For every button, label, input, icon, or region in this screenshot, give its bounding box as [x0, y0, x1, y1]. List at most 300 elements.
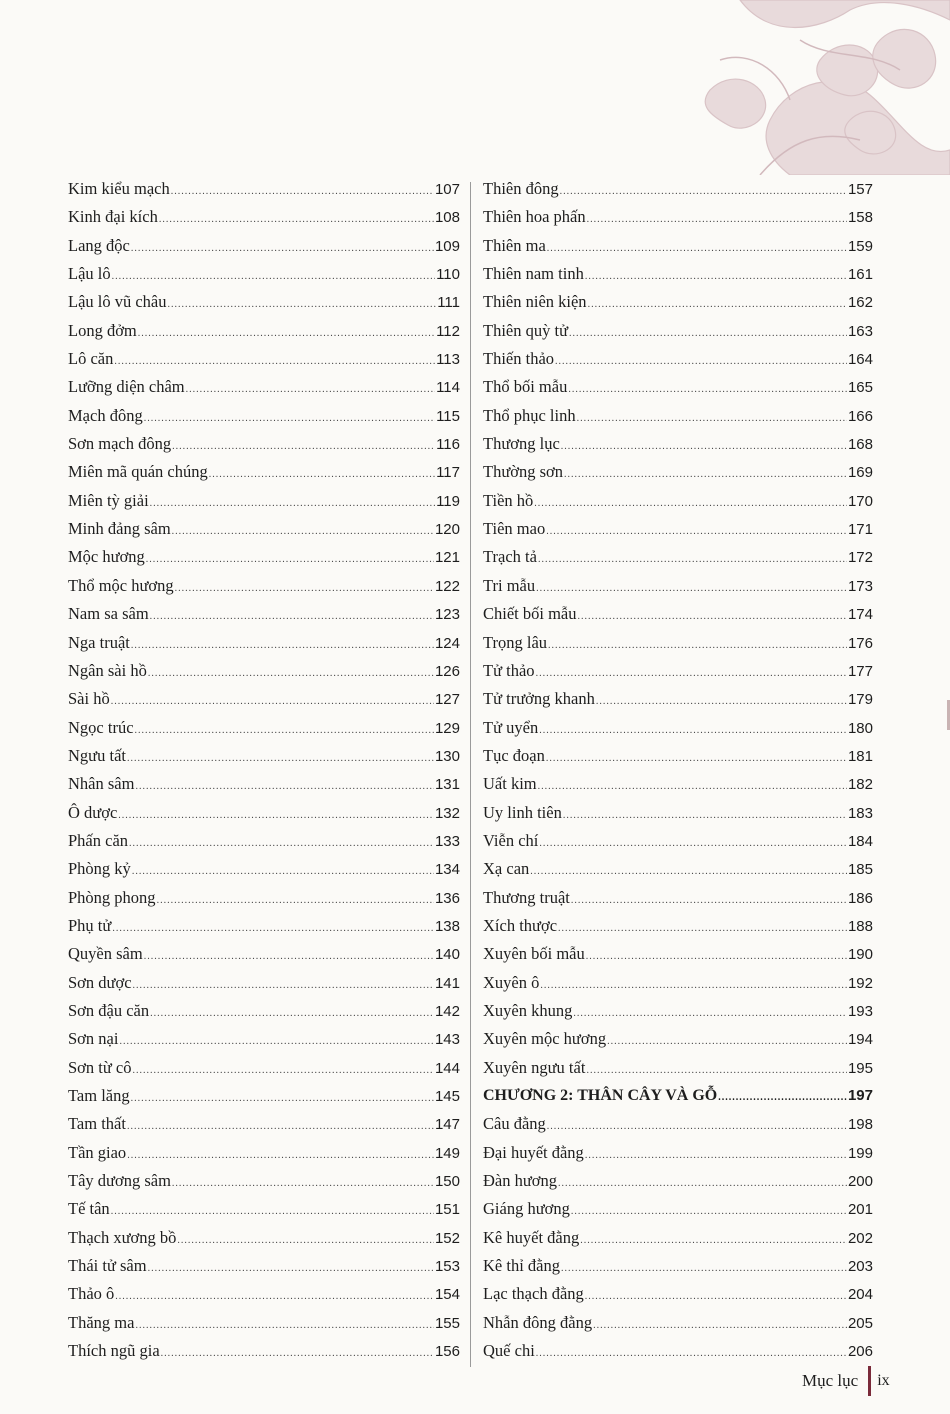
- toc-entry: [68, 1054, 460, 1082]
- dot-leader: [585, 1142, 847, 1170]
- toc-entry-page: 188: [847, 917, 873, 935]
- toc-entry-title: Tần giao: [68, 1142, 127, 1162]
- toc-entry: [68, 1280, 460, 1308]
- dot-leader: [161, 1340, 434, 1368]
- toc-entry: [68, 487, 460, 515]
- toc-entry-page: 131: [434, 776, 460, 794]
- toc-entry-page: 126: [434, 662, 460, 680]
- dot-leader: [538, 773, 847, 801]
- toc-entry: [483, 770, 873, 798]
- dot-leader: [585, 263, 847, 291]
- toc-entry-title: CHƯƠNG 2: THÂN CÂY VÀ GỖ: [483, 1087, 718, 1104]
- dot-leader: [540, 972, 847, 1000]
- toc-entry-page: 141: [434, 974, 460, 992]
- toc-entry-page: 140: [434, 946, 460, 964]
- toc-entry: [68, 1139, 460, 1167]
- toc-entry-title: Tử thảo: [483, 660, 535, 680]
- toc-entry-page: 185: [847, 861, 873, 879]
- toc-entry: [68, 175, 460, 203]
- toc-entry: [483, 175, 873, 203]
- toc-entry: [483, 345, 873, 373]
- dot-leader: [135, 773, 434, 801]
- toc-entry-page: 150: [434, 1173, 460, 1191]
- toc-entry-title: Thiên đông: [483, 179, 559, 198]
- toc-entry: [68, 515, 460, 543]
- dot-leader: [132, 858, 434, 886]
- toc-entry: [483, 1309, 873, 1337]
- toc-entry-title: Mạch đông: [68, 405, 143, 425]
- toc-entry-title: Sơn đậu căn: [68, 1000, 150, 1020]
- toc-entry-title: Sài hồ: [68, 689, 110, 709]
- toc-entry-page: 203: [847, 1258, 873, 1276]
- toc-entry-title: Miên tỳ giải: [68, 490, 149, 510]
- toc-entry-title: Tử uyển: [483, 717, 539, 737]
- toc-entry-title: Lang độc: [68, 235, 130, 255]
- toc-entry: [483, 1025, 873, 1053]
- toc-entry: [68, 770, 460, 798]
- toc-entry-title: Thảo ô: [68, 1284, 115, 1304]
- toc-entry-page: 182: [847, 776, 873, 794]
- dot-leader: [568, 376, 847, 404]
- toc-entry: [68, 458, 460, 486]
- toc-entry-page: 173: [847, 577, 873, 595]
- toc-entry-title: Thăng ma: [68, 1312, 135, 1332]
- dot-leader: [588, 291, 847, 319]
- dot-leader: [536, 575, 847, 603]
- toc-entry-page: 193: [847, 1002, 873, 1020]
- toc-entry-page: 180: [847, 719, 873, 737]
- toc-entry-title: Minh đảng sâm: [68, 519, 171, 539]
- toc-entry: [68, 288, 460, 316]
- toc-entry-title: Xuyên ngưu tất: [483, 1057, 586, 1077]
- dot-leader: [177, 1227, 434, 1255]
- dot-leader: [536, 1340, 847, 1368]
- toc-entry-title: Quyền sâm: [68, 944, 143, 964]
- toc-entry-page: 107: [434, 181, 460, 198]
- toc-entry-page: 169: [847, 464, 873, 482]
- toc-entry-title: Tri mẫu: [483, 575, 536, 595]
- toc-entry-page: 108: [434, 209, 460, 227]
- dot-leader: [539, 830, 847, 858]
- toc-entry-page: 132: [434, 804, 460, 822]
- toc-entry-title: Nhẫn đông đằng: [483, 1312, 593, 1332]
- dot-leader: [157, 887, 434, 915]
- toc-entry-page: 206: [847, 1343, 873, 1361]
- toc-entry-page: 186: [847, 889, 873, 907]
- dot-leader: [561, 1255, 847, 1283]
- dot-leader: [548, 632, 847, 660]
- toc-entry-title: Đàn hương: [483, 1171, 558, 1191]
- toc-entry-page: 164: [847, 351, 873, 369]
- toc-entry-title: Tây dương sâm: [68, 1171, 171, 1191]
- toc-entry: [68, 430, 460, 458]
- toc-entry-page: 136: [434, 889, 460, 907]
- toc-entry: [68, 685, 460, 713]
- toc-entry: [483, 884, 873, 912]
- dot-leader: [171, 178, 434, 206]
- toc-entry-title: Phòng kỷ: [68, 859, 131, 879]
- toc-right-column: [483, 175, 873, 1365]
- toc-entry-title: Phấn căn: [68, 830, 129, 850]
- page-footer: [802, 1366, 890, 1396]
- toc-entry: [483, 685, 873, 713]
- toc-entry-title: Lậu lô: [68, 264, 111, 284]
- toc-entry-page: 115: [436, 407, 460, 425]
- toc-entry-title: Kinh đại kích: [68, 207, 158, 227]
- toc-entry-title: Chiết bối mẫu: [483, 604, 577, 624]
- toc-entry-title: Tiền hồ: [483, 490, 534, 510]
- toc-entry: [483, 572, 873, 600]
- toc-entry: [483, 855, 873, 883]
- toc-entry: [483, 912, 873, 940]
- toc-entry-title: Tục đoạn: [483, 745, 545, 765]
- toc-entry-title: Xuyên khung: [483, 1000, 573, 1020]
- dot-leader: [118, 802, 434, 830]
- toc-entry-title: Lậu lô vũ châu: [68, 292, 167, 312]
- toc-entry: [68, 1195, 460, 1223]
- toc-entry: [68, 600, 460, 628]
- toc-entry-page: 158: [847, 209, 873, 227]
- toc-entry: [68, 912, 460, 940]
- toc-entry: [483, 402, 873, 430]
- dot-leader: [112, 263, 435, 291]
- dot-leader: [561, 433, 847, 461]
- dot-leader: [112, 915, 434, 943]
- dot-leader: [546, 745, 847, 773]
- toc-entry-page: 138: [434, 917, 460, 935]
- dot-leader: [586, 943, 847, 971]
- toc-entry-title: Lô căn: [68, 349, 114, 369]
- toc-entry-page: 112: [436, 322, 460, 340]
- toc-entry-title: Ô dược: [68, 802, 118, 822]
- toc-entry: [68, 742, 460, 770]
- toc-entry-title: Trạch tả: [483, 547, 537, 567]
- toc-entry: [68, 1082, 460, 1110]
- toc-entry-title: Tiên mao: [483, 519, 546, 539]
- toc-entry-page: 153: [434, 1258, 460, 1276]
- toc-entry-page: 163: [847, 322, 873, 340]
- footer-accent-bar: [868, 1366, 871, 1396]
- toc-entry-page: 152: [434, 1229, 460, 1247]
- toc-entry-page: 171: [847, 521, 873, 539]
- toc-entry-title: Thiên hoa phấn: [483, 207, 586, 227]
- toc-entry-page: 154: [434, 1286, 460, 1304]
- toc-entry: [68, 940, 460, 968]
- toc-entry-page: 155: [434, 1314, 460, 1332]
- toc-entry-page: 165: [847, 379, 873, 397]
- toc-entry-title: Long đởm: [68, 320, 137, 340]
- toc-entry-page: 122: [434, 577, 460, 595]
- toc-entry-title: Xạ can: [483, 859, 530, 879]
- toc-entry: [483, 1139, 873, 1167]
- dot-leader: [127, 1142, 434, 1170]
- dot-leader: [146, 546, 434, 574]
- toc-entry-title: Thổ mộc hương: [68, 575, 174, 595]
- dot-leader: [577, 405, 847, 433]
- dot-leader: [131, 632, 434, 660]
- dot-leader: [571, 1198, 847, 1226]
- toc-entry: [68, 373, 460, 401]
- toc-entry: [68, 997, 460, 1025]
- toc-entry-page: 198: [847, 1116, 873, 1134]
- toc-entry-title: Miên mã quán chúng: [68, 462, 208, 482]
- toc-entry-title: Ngưu tất: [68, 745, 126, 765]
- toc-entry-title: Thiên quỳ tử: [483, 320, 569, 340]
- dot-leader: [148, 660, 434, 688]
- floral-ornament: [620, 0, 950, 175]
- dot-leader: [607, 1028, 847, 1056]
- toc-entry-page: 177: [847, 662, 873, 680]
- column-divider: [470, 182, 471, 1367]
- toc-entry-title: Viễn chí: [483, 830, 539, 850]
- dot-leader: [133, 1057, 434, 1085]
- toc-entry-page: 127: [434, 691, 460, 709]
- toc-entry: [483, 799, 873, 827]
- dot-leader: [569, 320, 847, 348]
- page-number: ix: [877, 1372, 890, 1389]
- toc-entry-title: Lạc thạch đằng: [483, 1284, 584, 1304]
- toc-entry-page: 124: [434, 634, 460, 652]
- toc-entry-page: 119: [436, 492, 460, 510]
- toc-entry-page: 190: [847, 946, 873, 964]
- toc-entry-title: Tế tân: [68, 1199, 110, 1219]
- dot-leader: [539, 717, 847, 745]
- dot-leader: [580, 1227, 847, 1255]
- toc-entry-title: Thương truật: [483, 887, 570, 907]
- toc-entry: [483, 629, 873, 657]
- toc-entry-page: 114: [436, 379, 460, 397]
- toc-entry-page: 151: [434, 1201, 460, 1219]
- dot-leader: [115, 1283, 434, 1311]
- dot-leader: [209, 461, 435, 489]
- toc-entry-title: Thái tử sâm: [68, 1256, 147, 1276]
- section-label: Mục lục: [802, 1371, 859, 1390]
- toc-entry: [483, 940, 873, 968]
- dot-leader: [571, 887, 847, 915]
- dot-leader: [135, 1312, 434, 1340]
- toc-entry: [68, 260, 460, 288]
- dot-leader: [596, 688, 847, 716]
- toc-entry: [483, 657, 873, 685]
- toc-entry-title: Ngọc trúc: [68, 717, 134, 737]
- toc-entry-title: Mộc hương: [68, 547, 145, 567]
- toc-entry-title: Sơn dược: [68, 972, 132, 992]
- toc-entry: [68, 203, 460, 231]
- toc-entry-page: 142: [434, 1002, 460, 1020]
- dot-leader: [534, 490, 847, 518]
- dot-leader: [538, 546, 847, 574]
- dot-leader: [168, 291, 437, 319]
- toc-entry-title: Nhân sâm: [68, 774, 135, 794]
- toc-entry-page: 197: [847, 1087, 873, 1104]
- toc-entry-page: 145: [434, 1088, 460, 1105]
- toc-entry: [68, 1252, 460, 1280]
- toc-entry-page: 204: [847, 1286, 873, 1304]
- toc-entry-page: 162: [847, 294, 873, 312]
- dot-leader: [593, 1312, 847, 1340]
- toc-entry-title: Đại huyết đằng: [483, 1142, 584, 1162]
- dot-leader: [172, 433, 435, 461]
- toc-entry: [68, 543, 460, 571]
- toc-entry: [483, 1054, 873, 1082]
- toc-entry-title: Ngân sài hồ: [68, 660, 147, 680]
- toc-entry: [68, 232, 460, 260]
- toc-entry-page: 130: [434, 747, 460, 765]
- toc-entry-page: 166: [847, 407, 873, 425]
- toc-entry-title: Phòng phong: [68, 887, 156, 907]
- dot-leader: [111, 1198, 434, 1226]
- toc-entry: [483, 430, 873, 458]
- toc-entry-title: Thiến thảo: [483, 349, 555, 369]
- dot-leader: [148, 1255, 434, 1283]
- toc-entry-page: 161: [847, 266, 873, 284]
- toc-entry-title: Xuyên bối mẫu: [483, 944, 585, 964]
- dot-leader: [159, 206, 434, 234]
- toc-entry: [483, 373, 873, 401]
- dot-leader: [578, 603, 847, 631]
- dot-leader: [133, 972, 434, 1000]
- toc-entry-page: 111: [437, 294, 460, 312]
- dot-leader: [144, 405, 435, 433]
- toc-entry-page: 192: [847, 974, 873, 992]
- toc-entry-title: Tam thất: [68, 1114, 126, 1134]
- toc-entry-title: Lưỡng diện châm: [68, 377, 185, 397]
- toc-entry-page: 176: [847, 634, 873, 652]
- toc-entry: [483, 742, 873, 770]
- toc-entry: [483, 317, 873, 345]
- toc-entry-page: 174: [847, 606, 873, 624]
- toc-entry-title: Thiên niên kiện: [483, 292, 587, 312]
- dot-leader: [587, 206, 847, 234]
- toc-entry-title: Xuyên mộc hương: [483, 1029, 607, 1049]
- toc-entry-page: 201: [847, 1201, 873, 1219]
- toc-entry: [68, 714, 460, 742]
- toc-entry: [483, 203, 873, 231]
- toc-entry-page: 181: [847, 747, 873, 765]
- toc-entry-page: 147: [434, 1116, 460, 1134]
- toc-entry: [483, 714, 873, 742]
- dot-leader: [131, 1085, 434, 1113]
- toc-entry-page: 184: [847, 832, 873, 850]
- toc-entry-title: Thổ bối mẫu: [483, 377, 568, 397]
- toc-entry: [68, 572, 460, 600]
- dot-leader: [119, 1028, 434, 1056]
- toc-entry-page: 149: [434, 1144, 460, 1162]
- toc-entry-page: 159: [847, 237, 873, 255]
- toc-entry: [68, 799, 460, 827]
- dot-leader: [150, 1000, 434, 1028]
- toc-chapter-heading: [483, 1082, 873, 1110]
- toc-entry: [483, 458, 873, 486]
- toc-entry-title: Thiên nam tinh: [483, 264, 584, 284]
- dot-leader: [558, 1170, 847, 1198]
- toc-entry-title: Giáng hương: [483, 1199, 570, 1219]
- toc-entry-page: 134: [434, 861, 460, 879]
- toc-entry-page: 116: [436, 436, 460, 454]
- dot-leader: [172, 518, 434, 546]
- dot-leader: [150, 603, 434, 631]
- toc-entry-title: Sơn mạch đông: [68, 434, 172, 454]
- dot-leader: [135, 717, 434, 745]
- toc-entry-page: 156: [434, 1343, 460, 1361]
- toc-entry-page: 144: [434, 1059, 460, 1077]
- toc-entry-page: 109: [434, 237, 460, 255]
- dot-leader: [150, 490, 435, 518]
- toc-entry-title: Tử trưởng khanh: [483, 689, 595, 709]
- toc-entry-title: Xích thược: [483, 915, 558, 935]
- toc-entry-page: 133: [434, 832, 460, 850]
- dot-leader: [563, 802, 847, 830]
- dot-leader: [138, 320, 435, 348]
- toc-entry-page: 129: [434, 719, 460, 737]
- toc-entry: [483, 1110, 873, 1138]
- dot-leader: [530, 858, 847, 886]
- toc-entry: [68, 1025, 460, 1053]
- toc-entry-page: 199: [847, 1144, 873, 1162]
- dot-leader: [186, 376, 435, 404]
- toc-entry-page: 200: [847, 1173, 873, 1191]
- dot-leader: [547, 1113, 847, 1141]
- toc-entry: [483, 487, 873, 515]
- toc-entry-title: Nga truật: [68, 632, 130, 652]
- toc-entry-page: 170: [847, 492, 873, 510]
- dot-leader: [536, 660, 847, 688]
- dot-leader: [585, 1283, 847, 1311]
- toc-entry-title: Thường sơn: [483, 462, 564, 482]
- toc-entry-title: Quế chi: [483, 1341, 535, 1361]
- toc-entry-title: Thiên ma: [483, 235, 546, 255]
- toc-entry-page: 110: [436, 266, 460, 284]
- toc-entry: [483, 260, 873, 288]
- toc-entry: [68, 1110, 460, 1138]
- toc-entry: [68, 345, 460, 373]
- toc-entry-title: Tam lăng: [68, 1086, 130, 1105]
- toc-entry: [483, 232, 873, 260]
- toc-entry-title: Kim kiểu mạch: [68, 179, 170, 198]
- toc-entry: [483, 969, 873, 997]
- dot-leader: [127, 745, 434, 773]
- dot-leader: [175, 575, 434, 603]
- dot-leader: [114, 348, 435, 376]
- toc-entry: [483, 1252, 873, 1280]
- dot-leader: [546, 518, 847, 546]
- toc-entry: [68, 657, 460, 685]
- toc-entry: [483, 288, 873, 316]
- toc-entry-page: 117: [436, 464, 460, 482]
- toc-entry-page: 120: [434, 521, 460, 539]
- toc-entry-title: Kê huyết đằng: [483, 1227, 580, 1247]
- toc-entry-page: 143: [434, 1031, 460, 1049]
- toc-entry-page: 202: [847, 1229, 873, 1247]
- toc-entry-title: Sơn từ cô: [68, 1057, 132, 1077]
- toc-entry-title: Câu đằng: [483, 1114, 546, 1134]
- toc-entry-page: 113: [436, 351, 460, 369]
- toc-entry: [483, 600, 873, 628]
- dot-leader: [131, 235, 434, 263]
- dot-leader: [127, 1113, 434, 1141]
- toc-entry-page: 194: [847, 1031, 873, 1049]
- dot-leader: [564, 461, 847, 489]
- toc-entry-page: 121: [434, 549, 460, 567]
- toc-entry-title: Uy linh tiên: [483, 802, 562, 822]
- toc-entry: [68, 317, 460, 345]
- toc-entry-title: Kê thỉ đằng: [483, 1256, 560, 1276]
- toc-entry: [483, 1224, 873, 1252]
- toc-entry-title: Thạch xương bồ: [68, 1227, 177, 1247]
- toc-entry: [68, 969, 460, 997]
- toc-entry-title: Uất kim: [483, 774, 537, 794]
- toc-entry: [68, 884, 460, 912]
